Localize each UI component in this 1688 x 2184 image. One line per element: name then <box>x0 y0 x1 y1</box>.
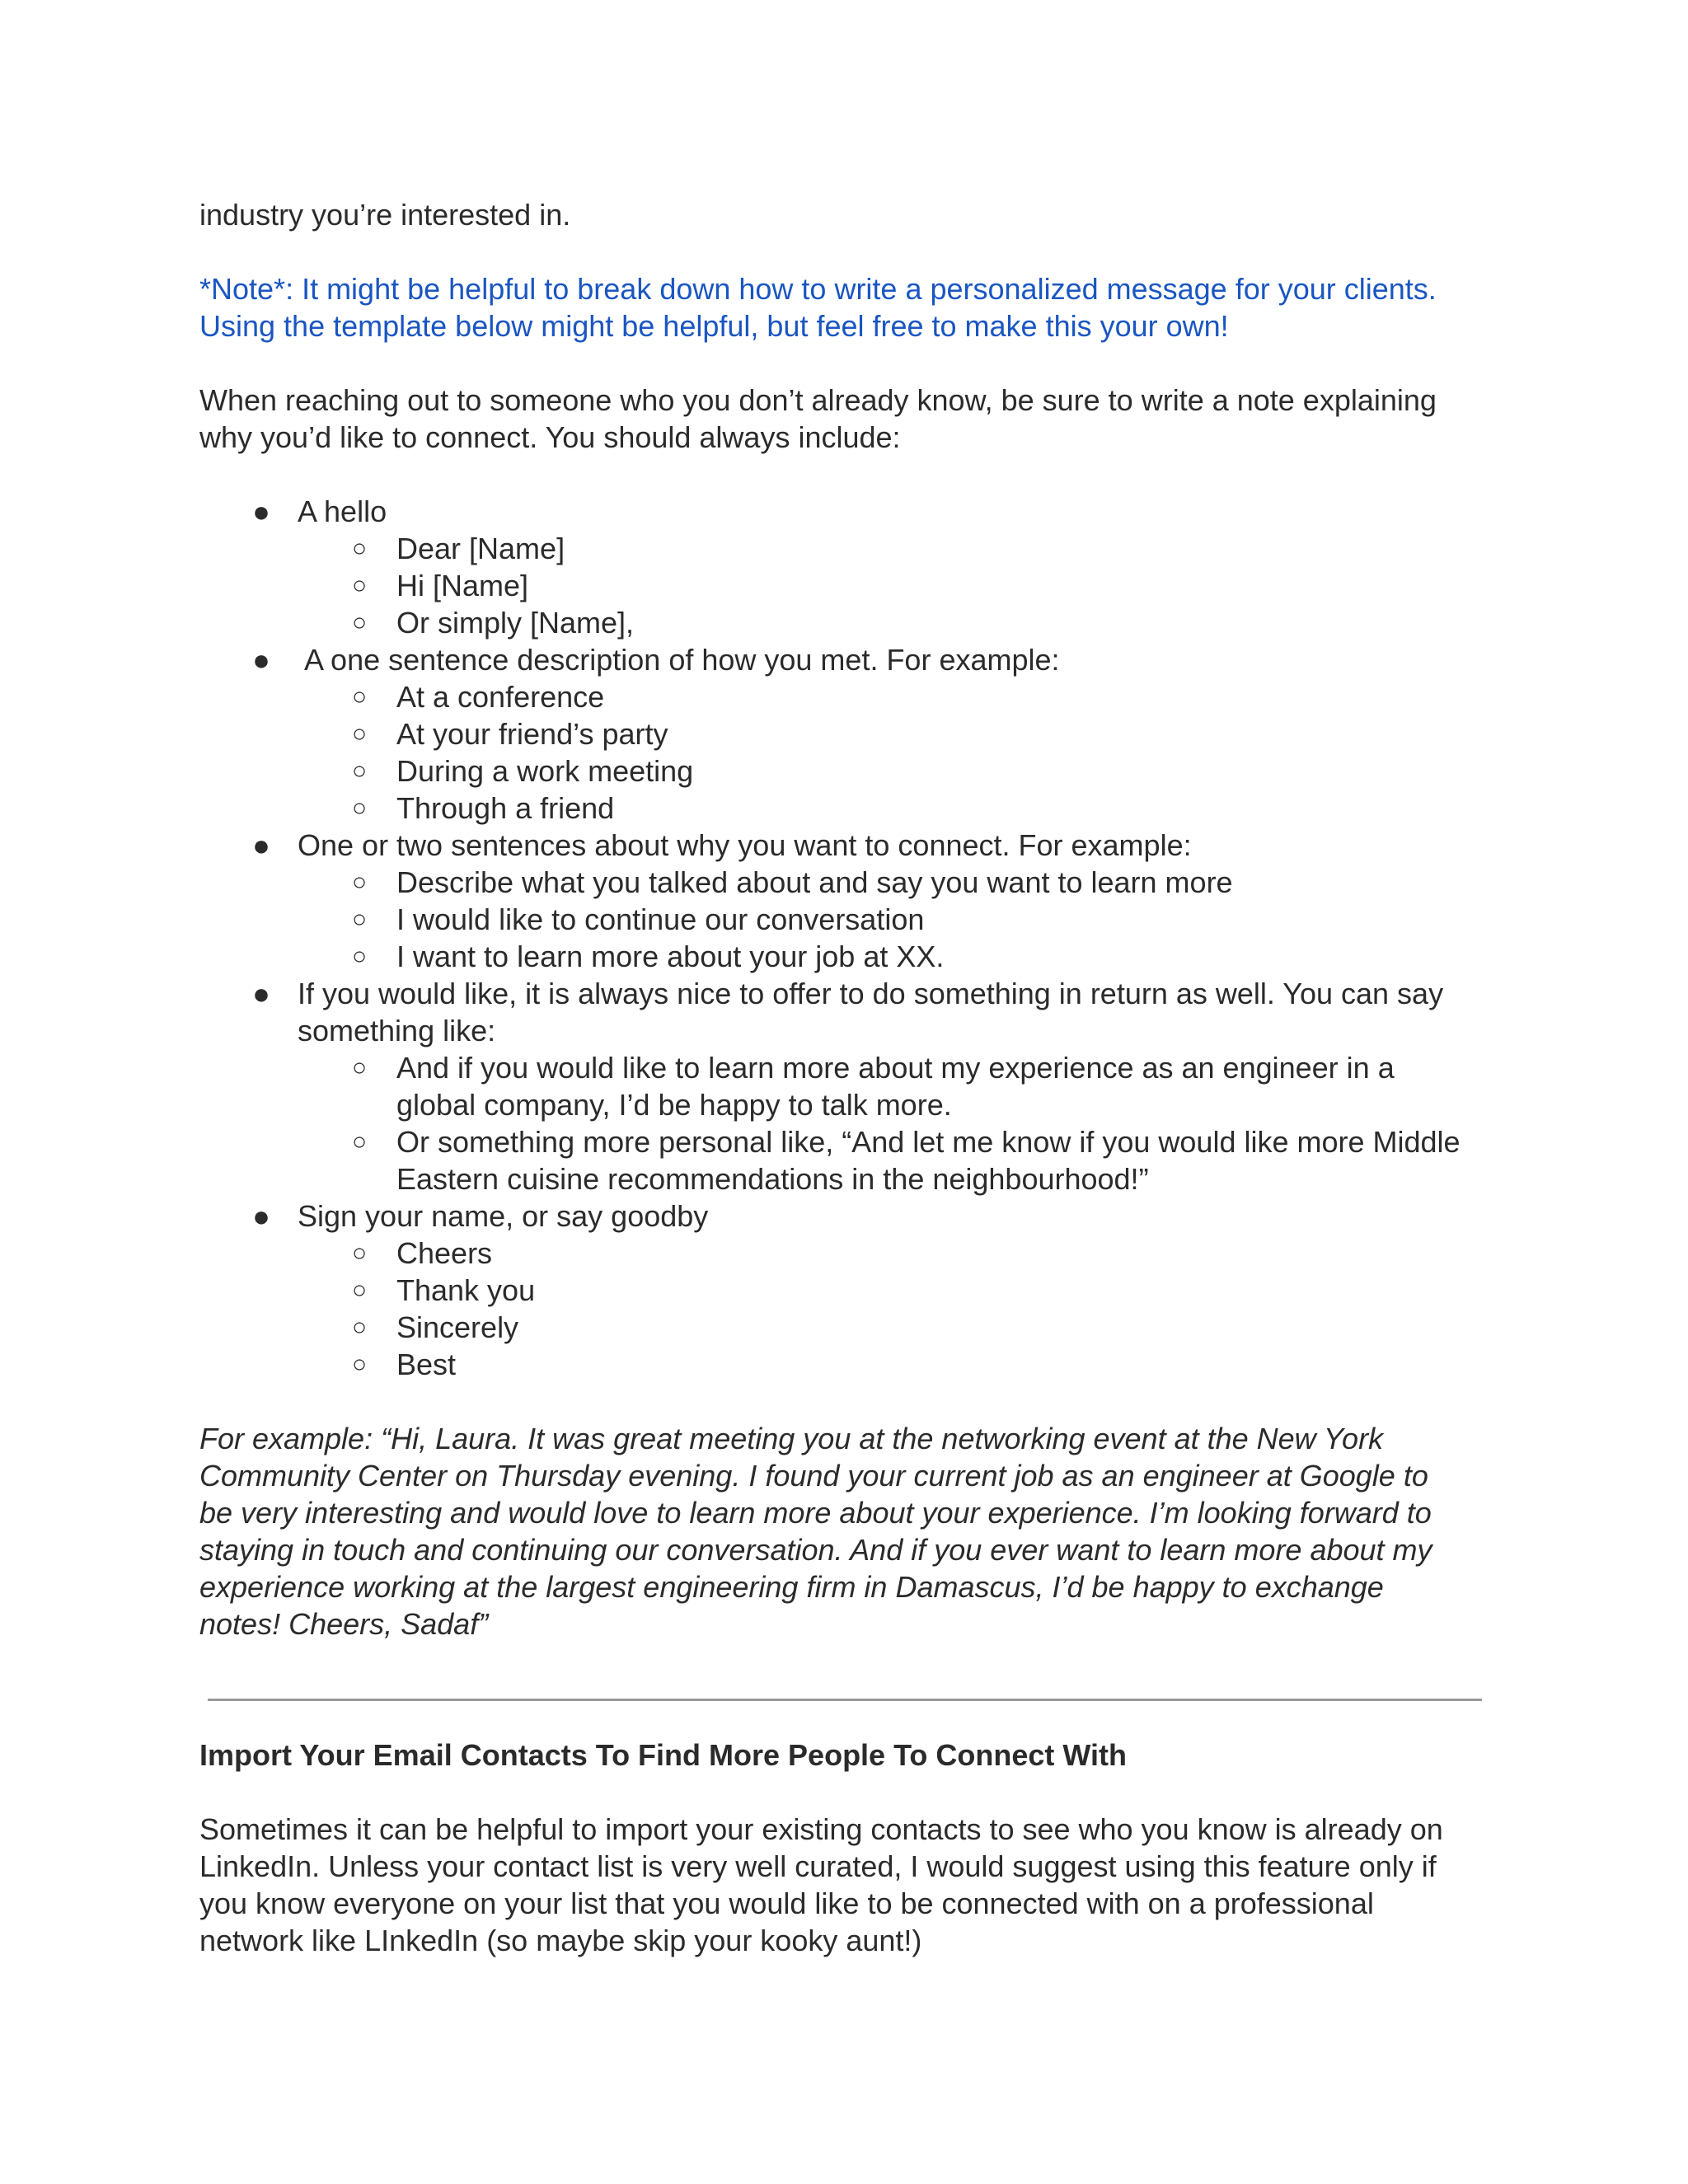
circle-bullet-icon: ○ <box>351 906 368 933</box>
circle-bullet-icon: ○ <box>351 869 368 896</box>
sub-item <box>298 678 1502 715</box>
checklist-item-line: A one sentence description of how you met. For example: <box>298 643 1060 677</box>
example-line: staying in touch and continuing our conversation. And if you ever want to learn more about my <box>199 1533 1432 1567</box>
circle-bullet-icon: ○ <box>351 609 368 636</box>
sub-item <box>298 604 1502 641</box>
sub-item-text <box>396 717 668 751</box>
bullet-icon: ● <box>252 828 270 862</box>
reach-out-paragraph <box>199 382 1502 456</box>
import-line: network like LInkedIn (so maybe skip your kooky aunt!) <box>199 1924 922 1957</box>
sub-item <box>298 864 1502 901</box>
section-heading: Import Your Email Contacts To Find More People To Connect With <box>199 1738 1128 1772</box>
bullet-icon: ● <box>252 977 270 1010</box>
sub-item-text <box>396 791 614 825</box>
bullet-icon: ● <box>252 494 270 528</box>
sub-list <box>298 1049 1502 1197</box>
import-line: Sometimes it can be helpful to import your existing contacts to see who you know is already on <box>199 1812 1443 1846</box>
sub-item-text <box>396 1310 518 1344</box>
sub-item-line: I would like to continue our conversation <box>396 902 925 936</box>
checklist-item-line: A hello <box>298 494 387 528</box>
sub-item-text <box>396 1273 535 1307</box>
sub-item-line: Or simply [Name], <box>396 606 635 640</box>
sub-item-text <box>396 569 528 602</box>
sub-item-text <box>396 532 565 565</box>
sub-item-line: Eastern cuisine recommendations in the neighbourhood!” <box>396 1162 1149 1196</box>
checklist-item <box>199 493 1502 641</box>
sub-list <box>298 864 1502 975</box>
sub-item <box>298 938 1502 975</box>
sub-item-text <box>396 680 604 714</box>
circle-bullet-icon: ○ <box>351 943 368 970</box>
checklist-item-line: If you would like, it is always nice to offer to do something in return as well. You can say <box>298 977 1444 1010</box>
example-line: experience working at the largest engineering firm in Damascus, I’d be happy to exchange <box>199 1570 1384 1604</box>
sub-item <box>298 1272 1502 1309</box>
sub-item <box>298 901 1502 938</box>
sub-item-text <box>396 1236 492 1270</box>
checklist-item-text <box>298 977 1443 1047</box>
note-line: Using the template below might be helpful, but feel free to make this your own! <box>199 309 1229 343</box>
checklist-item-text <box>298 643 1060 677</box>
sub-item <box>298 1346 1502 1383</box>
sub-item-text <box>396 865 1233 899</box>
checklist-item-text <box>298 494 387 528</box>
sub-item-line: Hi [Name] <box>396 569 529 602</box>
include-checklist <box>199 493 1502 1383</box>
sub-item-line: Cheers <box>396 1236 493 1270</box>
circle-bullet-icon: ○ <box>351 572 368 599</box>
sub-item-line: global company, I’d be happy to talk more. <box>396 1088 952 1122</box>
checklist-item <box>199 827 1502 975</box>
import-contacts-paragraph <box>199 1811 1502 1959</box>
sub-item-text <box>396 902 924 936</box>
checklist-item-line: One or two sentences about why you want to connect. For example: <box>298 828 1192 862</box>
reach-out-line: why you’d like to connect. You should always include: <box>199 420 901 454</box>
sub-item <box>298 752 1502 790</box>
checklist-item-line: Sign your name, or say goodby <box>298 1199 709 1233</box>
sub-item <box>298 1309 1502 1346</box>
sub-item <box>298 530 1502 567</box>
reach-out-line: When reaching out to someone who you don’t already know, be sure to write a note explaining <box>199 383 1437 417</box>
sub-item-line: Sincerely <box>396 1310 519 1344</box>
section-divider <box>208 1699 1482 1701</box>
sub-item <box>298 1049 1502 1123</box>
sub-list <box>298 678 1502 827</box>
sub-item-line: I want to learn more about your job at XX. <box>396 940 945 973</box>
sub-list <box>298 1235 1502 1383</box>
document-page <box>199 196 1502 1959</box>
bullet-icon: ● <box>252 643 270 677</box>
example-line: For example: “Hi, Laura. It was great meeting you at the networking event at the New York <box>199 1422 1384 1455</box>
circle-bullet-icon: ○ <box>351 1351 368 1378</box>
sub-item <box>298 1123 1502 1197</box>
import-line: you know everyone on your list that you would like to be connected with on a professional <box>199 1886 1374 1920</box>
sub-item-line: Best <box>396 1347 457 1381</box>
circle-bullet-icon: ○ <box>351 683 368 710</box>
circle-bullet-icon: ○ <box>351 794 368 822</box>
sub-item-line: Dear [Name] <box>396 532 565 565</box>
circle-bullet-icon: ○ <box>351 1128 368 1155</box>
circle-bullet-icon: ○ <box>351 1277 368 1304</box>
sub-item-text <box>396 606 634 640</box>
sub-item <box>298 1235 1502 1272</box>
sub-item-line: At a conference <box>396 680 605 714</box>
example-line: notes! Cheers, Sadaf” <box>199 1607 489 1641</box>
circle-bullet-icon: ○ <box>351 720 368 748</box>
checklist-item <box>199 641 1502 827</box>
sub-item <box>298 567 1502 604</box>
checklist-item <box>199 975 1502 1197</box>
import-line: LinkedIn. Unless your contact list is very well curated, I would suggest using this feature only if <box>199 1849 1437 1883</box>
sub-item-line: At your friend’s party <box>396 717 668 751</box>
sub-item-text <box>396 1347 456 1381</box>
checklist-item-text <box>298 828 1192 862</box>
checklist-item <box>199 1197 1502 1383</box>
example-message <box>199 1420 1502 1643</box>
sub-item-line: Describe what you talked about and say you want to learn more <box>396 865 1233 899</box>
note-paragraph <box>199 270 1502 344</box>
sub-item-text <box>396 1051 1395 1122</box>
sub-item-text <box>396 940 944 973</box>
circle-bullet-icon: ○ <box>351 1054 368 1081</box>
sub-item <box>298 790 1502 827</box>
sub-item-line: Thank you <box>396 1273 536 1307</box>
circle-bullet-icon: ○ <box>351 757 368 785</box>
sub-item-line: Through a friend <box>396 791 615 825</box>
circle-bullet-icon: ○ <box>351 1240 368 1267</box>
circle-bullet-icon: ○ <box>351 535 368 562</box>
bullet-icon: ● <box>252 1199 270 1233</box>
sub-item-text <box>396 1125 1461 1196</box>
sub-list <box>298 530 1502 641</box>
sub-item-line: During a work meeting <box>396 754 694 788</box>
sub-item-text <box>396 754 693 788</box>
sub-item-line: And if you would like to learn more about my experience as an engineer in a <box>396 1051 1395 1085</box>
sub-item <box>298 715 1502 752</box>
note-line: *Note*: It might be helpful to break down how to write a personalized message for your clients. <box>199 272 1437 306</box>
checklist-item-text <box>298 1199 708 1233</box>
sub-item-line: Or something more personal like, “And let me know if you would like more Middle <box>396 1125 1461 1159</box>
checklist-item-line: something like: <box>298 1014 496 1047</box>
intro-tail-text: industry you’re interested in. <box>199 198 571 232</box>
example-line: Community Center on Thursday evening. I found your current job as an engineer at Google to <box>199 1459 1428 1493</box>
circle-bullet-icon: ○ <box>351 1314 368 1341</box>
example-line: be very interesting and would love to learn more about your experience. I’m looking forward to <box>199 1496 1432 1530</box>
